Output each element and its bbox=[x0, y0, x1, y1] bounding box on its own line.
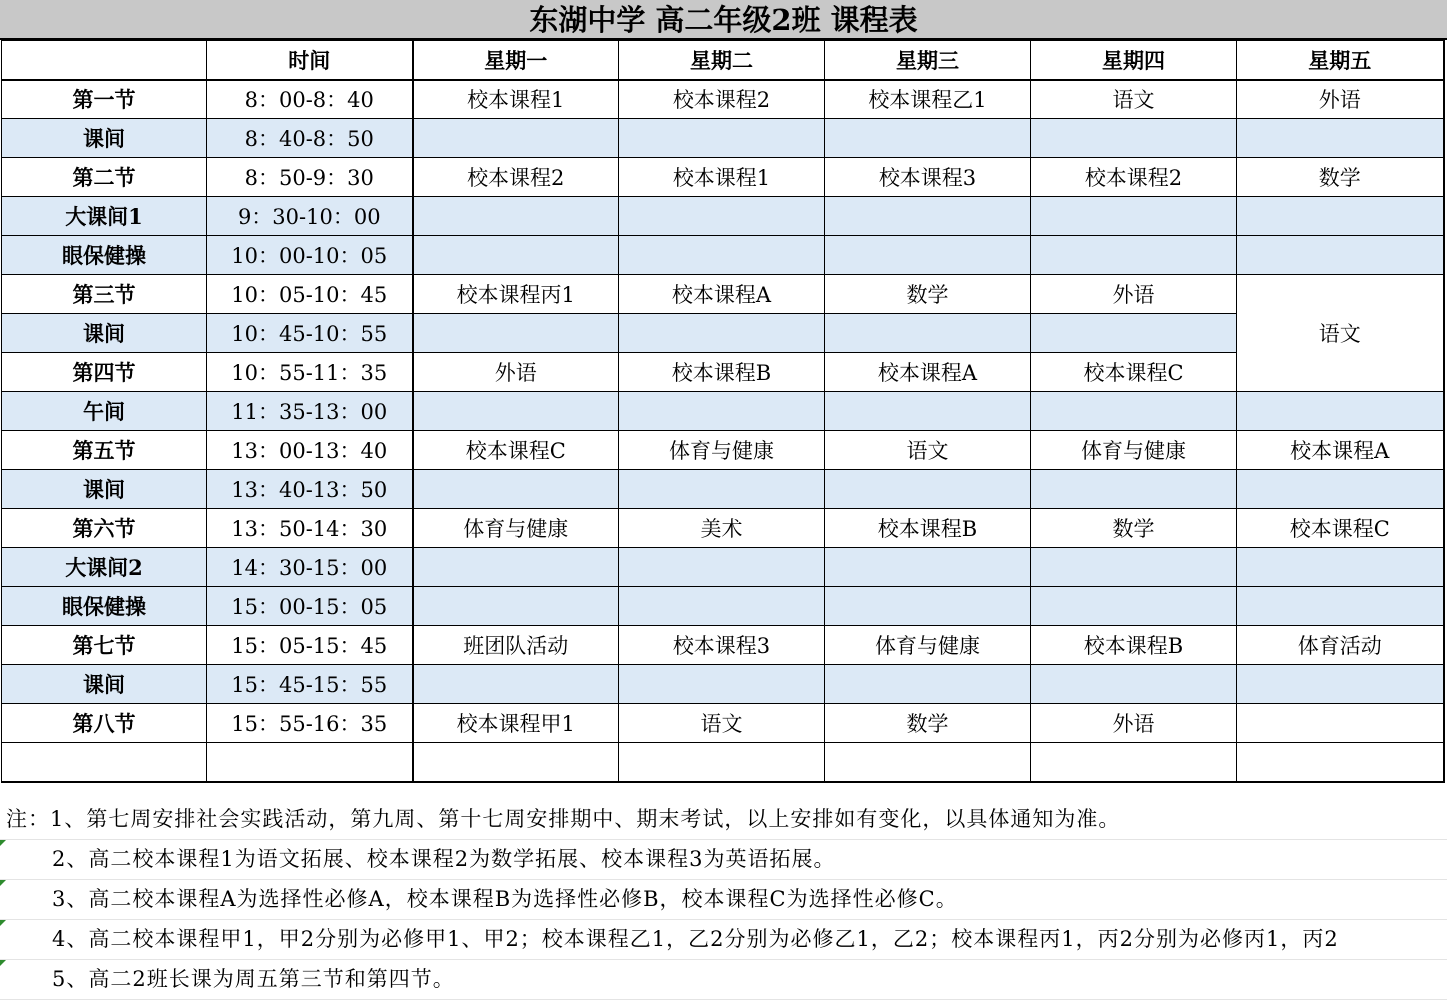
course-cell-tuesday bbox=[619, 119, 825, 158]
course-cell-monday bbox=[413, 548, 619, 587]
course-cell-tuesday: 校本课程2 bbox=[619, 80, 825, 119]
header-friday: 星期五 bbox=[1237, 41, 1444, 80]
note-text: 2、高二校本课程1为语文拓展、校本课程2为数学拓展、校本课程3为英语拓展。 bbox=[52, 847, 836, 871]
period-label: 第五节 bbox=[2, 431, 207, 470]
course-cell-wednesday bbox=[825, 548, 1031, 587]
course-cell-tuesday: 语文 bbox=[619, 704, 825, 743]
time-cell: 13：50-14：30 bbox=[207, 509, 413, 548]
table-row bbox=[2, 626, 1444, 665]
note-text: 3、高二校本课程A为选择性必修A，校本课程B为选择性必修B，校本课程C为选择性必修C。 bbox=[52, 887, 958, 911]
empty-cell bbox=[413, 743, 619, 782]
period-label: 眼保健操 bbox=[2, 236, 207, 275]
period-label: 课间 bbox=[2, 665, 207, 704]
time-cell: 8：00-8：40 bbox=[207, 80, 413, 119]
course-cell-wednesday bbox=[825, 470, 1031, 509]
course-cell-friday: 体育活动 bbox=[1237, 626, 1444, 665]
time-cell: 10：00-10：05 bbox=[207, 236, 413, 275]
course-cell-tuesday: 校本课程B bbox=[619, 353, 825, 392]
period-label: 大课间2 bbox=[2, 548, 207, 587]
period-label: 课间 bbox=[2, 314, 207, 353]
period-label: 第二节 bbox=[2, 158, 207, 197]
note-line bbox=[0, 920, 1447, 960]
notes-section bbox=[0, 800, 1447, 1000]
course-cell-thursday: 外语 bbox=[1031, 275, 1237, 314]
course-cell-tuesday: 体育与健康 bbox=[619, 431, 825, 470]
course-cell-wednesday: 数学 bbox=[825, 275, 1031, 314]
course-cell-wednesday bbox=[825, 392, 1031, 431]
empty-cell bbox=[1237, 743, 1444, 782]
empty-cell bbox=[207, 743, 413, 782]
course-cell-tuesday bbox=[619, 470, 825, 509]
course-cell-monday: 班团队活动 bbox=[413, 626, 619, 665]
period-label: 第六节 bbox=[2, 509, 207, 548]
table-row bbox=[2, 236, 1444, 275]
table-row bbox=[2, 353, 1444, 392]
course-cell-thursday: 校本课程C bbox=[1031, 353, 1237, 392]
header-time: 时间 bbox=[207, 41, 413, 80]
time-cell: 8：40-8：50 bbox=[207, 119, 413, 158]
table-row bbox=[2, 587, 1444, 626]
period-label: 第八节 bbox=[2, 704, 207, 743]
course-cell-thursday bbox=[1031, 197, 1237, 236]
header-wednesday: 星期三 bbox=[825, 41, 1031, 80]
course-cell-wednesday bbox=[825, 197, 1031, 236]
course-cell-monday bbox=[413, 392, 619, 431]
course-cell-monday: 体育与健康 bbox=[413, 509, 619, 548]
course-cell-friday: 数学 bbox=[1237, 158, 1444, 197]
course-cell-tuesday: 校本课程1 bbox=[619, 158, 825, 197]
course-cell-monday: 校本课程甲1 bbox=[413, 704, 619, 743]
course-cell-monday bbox=[413, 470, 619, 509]
cell-marker-icon bbox=[0, 880, 6, 886]
course-cell-tuesday bbox=[619, 236, 825, 275]
course-cell-wednesday: 体育与健康 bbox=[825, 626, 1031, 665]
course-cell-thursday bbox=[1031, 392, 1237, 431]
course-cell-thursday bbox=[1031, 470, 1237, 509]
time-cell: 15：05-15：45 bbox=[207, 626, 413, 665]
course-cell-friday: 语文 bbox=[1237, 275, 1444, 392]
course-cell-wednesday bbox=[825, 587, 1031, 626]
time-cell: 15：45-15：55 bbox=[207, 665, 413, 704]
course-cell-thursday: 校本课程B bbox=[1031, 626, 1237, 665]
time-cell: 13：00-13：40 bbox=[207, 431, 413, 470]
period-label: 课间 bbox=[2, 470, 207, 509]
period-label: 大课间1 bbox=[2, 197, 207, 236]
course-cell-tuesday bbox=[619, 197, 825, 236]
course-cell-friday bbox=[1237, 119, 1444, 158]
time-cell: 9：30-10：00 bbox=[207, 197, 413, 236]
table-row bbox=[2, 119, 1444, 158]
course-cell-thursday: 数学 bbox=[1031, 509, 1237, 548]
cell-marker-icon bbox=[0, 920, 6, 926]
course-cell-friday bbox=[1237, 392, 1444, 431]
course-cell-wednesday: 校本课程3 bbox=[825, 158, 1031, 197]
period-label: 第三节 bbox=[2, 275, 207, 314]
course-cell-friday bbox=[1237, 548, 1444, 587]
note-line: 注：1、第七周安排社会实践活动，第九周、第十七周安排期中、期末考试，以上安排如有变化，以具体通知为准。 bbox=[0, 800, 1447, 840]
course-cell-monday bbox=[413, 236, 619, 275]
course-cell-thursday bbox=[1031, 314, 1237, 353]
time-cell: 15：55-16：35 bbox=[207, 704, 413, 743]
time-cell: 15：00-15：05 bbox=[207, 587, 413, 626]
course-cell-tuesday bbox=[619, 665, 825, 704]
timetable bbox=[1, 40, 1445, 783]
empty-cell bbox=[825, 743, 1031, 782]
time-cell: 10：45-10：55 bbox=[207, 314, 413, 353]
note-line bbox=[0, 960, 1447, 1000]
course-cell-wednesday bbox=[825, 314, 1031, 353]
time-cell: 14：30-15：00 bbox=[207, 548, 413, 587]
time-cell: 10：55-11：35 bbox=[207, 353, 413, 392]
course-cell-thursday: 语文 bbox=[1031, 80, 1237, 119]
cell-marker-icon bbox=[0, 960, 6, 966]
course-cell-monday bbox=[413, 314, 619, 353]
empty-cell bbox=[619, 743, 825, 782]
course-cell-thursday bbox=[1031, 665, 1237, 704]
table-row bbox=[2, 470, 1444, 509]
header-row bbox=[2, 41, 1444, 80]
time-cell: 11：35-13：00 bbox=[207, 392, 413, 431]
table-row bbox=[2, 665, 1444, 704]
course-cell-tuesday bbox=[619, 587, 825, 626]
empty-cell bbox=[1031, 743, 1237, 782]
header-monday: 星期一 bbox=[413, 41, 619, 80]
table-row bbox=[2, 197, 1444, 236]
period-label: 第七节 bbox=[2, 626, 207, 665]
course-cell-friday: 校本课程A bbox=[1237, 431, 1444, 470]
header-thursday: 星期四 bbox=[1031, 41, 1237, 80]
table-row bbox=[2, 704, 1444, 743]
course-cell-monday: 校本课程2 bbox=[413, 158, 619, 197]
header-tuesday: 星期二 bbox=[619, 41, 825, 80]
time-cell: 13：40-13：50 bbox=[207, 470, 413, 509]
course-cell-monday: 外语 bbox=[413, 353, 619, 392]
course-cell-monday: 校本课程C bbox=[413, 431, 619, 470]
course-cell-tuesday bbox=[619, 314, 825, 353]
course-cell-wednesday: 校本课程A bbox=[825, 353, 1031, 392]
course-cell-thursday: 体育与健康 bbox=[1031, 431, 1237, 470]
course-cell-tuesday bbox=[619, 392, 825, 431]
note-text: 5、高二2班长课为周五第三节和第四节。 bbox=[52, 967, 455, 991]
course-cell-tuesday: 美术 bbox=[619, 509, 825, 548]
course-cell-wednesday: 校本课程B bbox=[825, 509, 1031, 548]
header-blank-cell bbox=[2, 41, 207, 80]
table-row bbox=[2, 314, 1444, 353]
note-line bbox=[0, 840, 1447, 880]
course-cell-tuesday: 校本课程3 bbox=[619, 626, 825, 665]
course-cell-wednesday: 语文 bbox=[825, 431, 1031, 470]
table-row bbox=[2, 392, 1444, 431]
note-line bbox=[0, 880, 1447, 920]
course-cell-thursday bbox=[1031, 587, 1237, 626]
course-cell-friday bbox=[1237, 470, 1444, 509]
course-cell-friday bbox=[1237, 665, 1444, 704]
period-label: 第四节 bbox=[2, 353, 207, 392]
course-cell-wednesday bbox=[825, 236, 1031, 275]
table-row bbox=[2, 548, 1444, 587]
course-cell-thursday: 校本课程2 bbox=[1031, 158, 1237, 197]
course-cell-friday bbox=[1237, 236, 1444, 275]
course-cell-monday: 校本课程丙1 bbox=[413, 275, 619, 314]
course-cell-wednesday: 校本课程乙1 bbox=[825, 80, 1031, 119]
period-label: 第一节 bbox=[2, 80, 207, 119]
course-cell-friday: 外语 bbox=[1237, 80, 1444, 119]
period-label: 课间 bbox=[2, 119, 207, 158]
course-cell-monday bbox=[413, 665, 619, 704]
course-cell-thursday bbox=[1031, 236, 1237, 275]
course-cell-monday bbox=[413, 587, 619, 626]
table-row bbox=[2, 80, 1444, 119]
course-cell-wednesday: 数学 bbox=[825, 704, 1031, 743]
time-cell: 8：50-9：30 bbox=[207, 158, 413, 197]
time-cell: 10：05-10：45 bbox=[207, 275, 413, 314]
course-cell-friday bbox=[1237, 704, 1444, 743]
table-row-empty bbox=[2, 743, 1444, 782]
course-cell-friday bbox=[1237, 197, 1444, 236]
course-cell-monday bbox=[413, 119, 619, 158]
course-cell-friday bbox=[1237, 587, 1444, 626]
course-cell-wednesday bbox=[825, 665, 1031, 704]
course-cell-monday: 校本课程1 bbox=[413, 80, 619, 119]
course-cell-tuesday: 校本课程A bbox=[619, 275, 825, 314]
note-text: 4、高二校本课程甲1，甲2分别为必修甲1、甲2；校本课程乙1，乙2分别为必修乙1，乙2；校本课程丙1，丙2分别为必修丙1，丙2 bbox=[52, 927, 1339, 951]
course-cell-tuesday bbox=[619, 548, 825, 587]
period-label: 午间 bbox=[2, 392, 207, 431]
table-row bbox=[2, 509, 1444, 548]
empty-cell bbox=[2, 743, 207, 782]
course-cell-wednesday bbox=[825, 119, 1031, 158]
course-cell-thursday bbox=[1031, 119, 1237, 158]
course-cell-monday bbox=[413, 197, 619, 236]
course-cell-friday: 校本课程C bbox=[1237, 509, 1444, 548]
table-row bbox=[2, 158, 1444, 197]
page-title: 东湖中学 高二年级2班 课程表 bbox=[0, 0, 1447, 40]
course-cell-thursday bbox=[1031, 548, 1237, 587]
course-cell-thursday: 外语 bbox=[1031, 704, 1237, 743]
cell-marker-icon bbox=[0, 840, 6, 846]
table-row bbox=[2, 275, 1444, 314]
period-label: 眼保健操 bbox=[2, 587, 207, 626]
table-row bbox=[2, 431, 1444, 470]
